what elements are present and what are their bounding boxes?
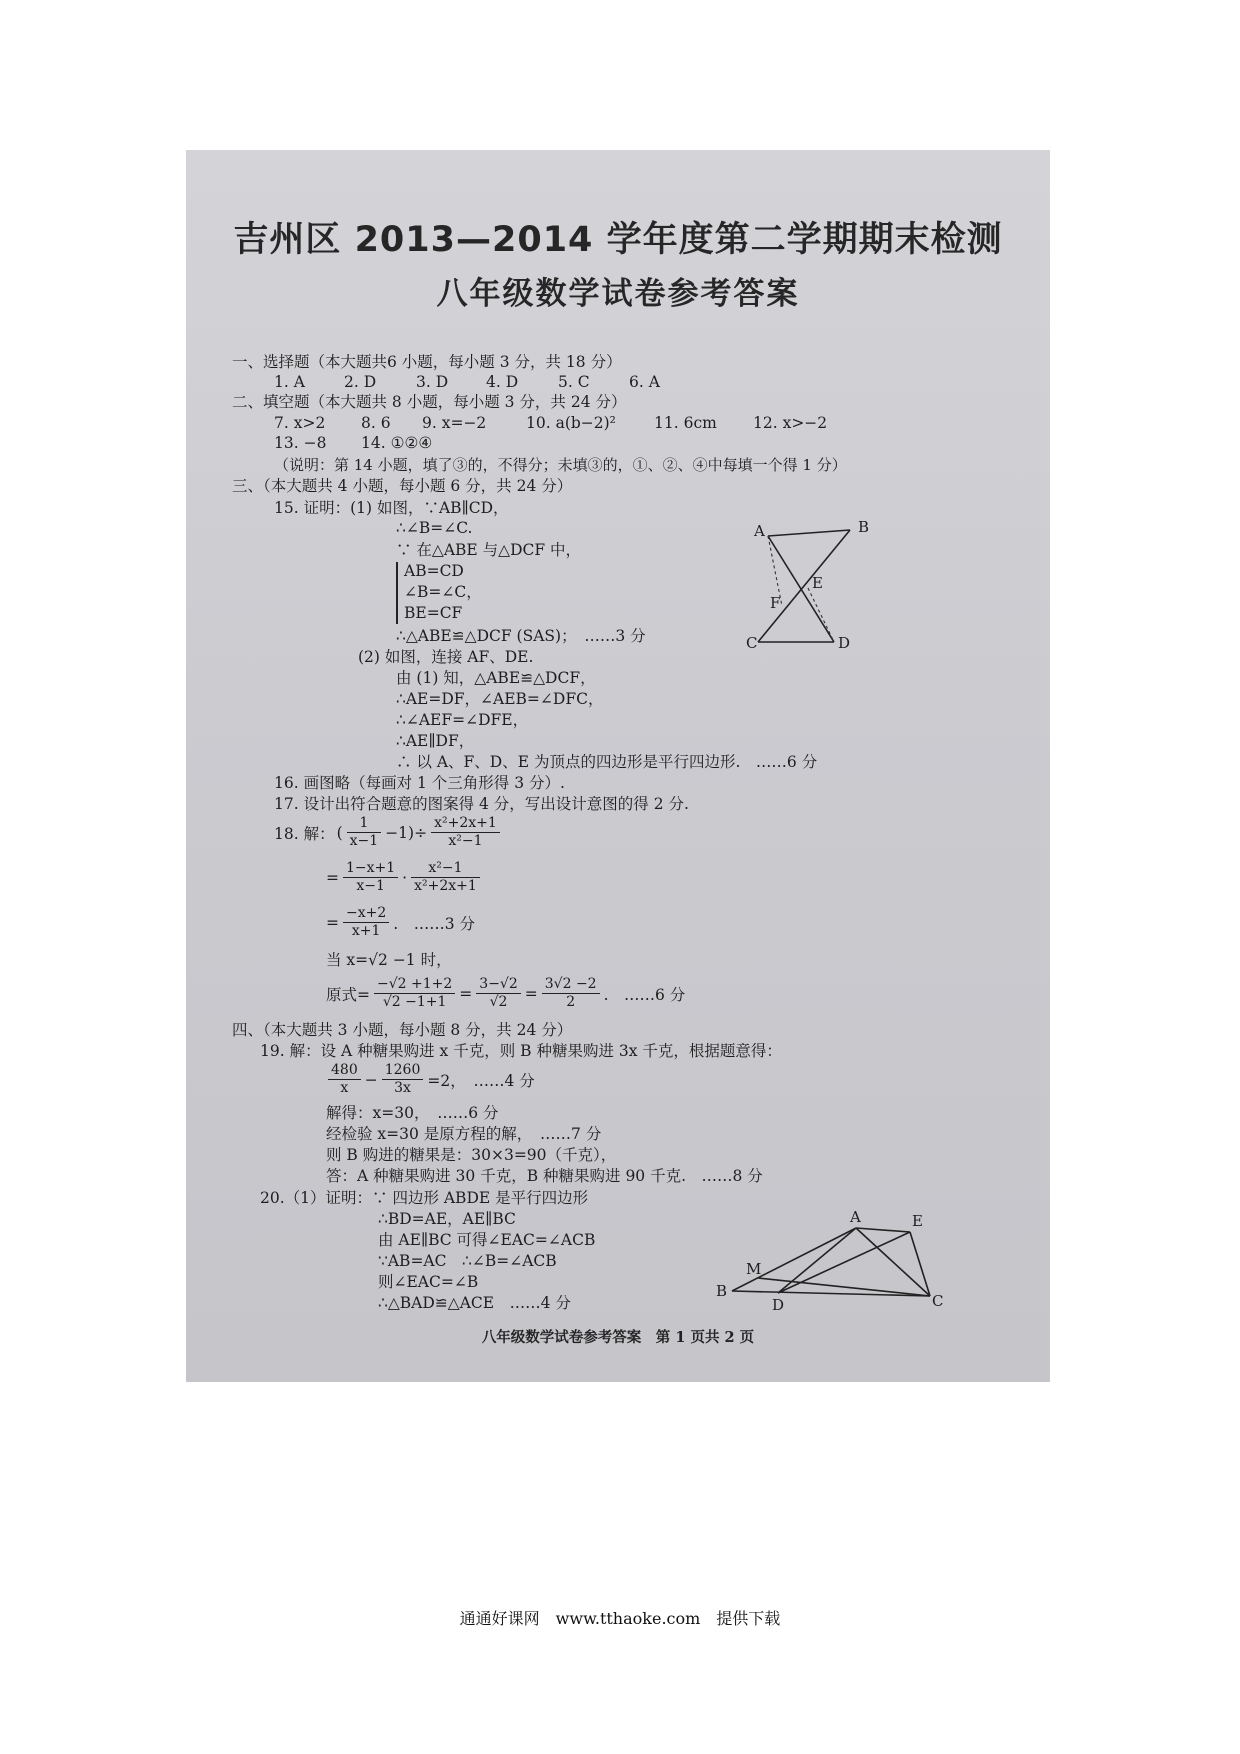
point-label-c: C bbox=[932, 1292, 944, 1310]
answer-3: 3. D bbox=[416, 373, 449, 391]
q19-f1-den: x bbox=[340, 1080, 349, 1096]
q18-open-paren: ( bbox=[336, 823, 343, 842]
answer-2: 2. D bbox=[344, 373, 377, 391]
point-label-d: D bbox=[772, 1296, 785, 1314]
q15-line-12: ∴AE∥DF， bbox=[396, 732, 475, 750]
part3-heading: 三、（本大题共 4 小题，每小题 6 分，共 24 分） bbox=[232, 477, 573, 495]
q18-f2-den: x²−1 bbox=[448, 833, 483, 849]
q18-step1 bbox=[274, 815, 502, 850]
segment-de bbox=[778, 1232, 910, 1293]
answer-1: 1. A bbox=[274, 373, 305, 391]
q19-line-1: 19. 解：设 A 种糖果购进 x 千克，则 B 种糖果购进 3x 千克，根据题意得： bbox=[260, 1042, 782, 1060]
q20-figure bbox=[710, 1208, 944, 1318]
part1-heading: 一、选择题（本大题共6 小题，每小题 3 分，共 18 分） bbox=[232, 353, 622, 371]
q15-line-6: BE=CF bbox=[404, 604, 463, 622]
part2-heading: 二、填空题（本大题共 8 小题，每小题 3 分，共 24 分） bbox=[232, 393, 627, 411]
q19-fraction-1 bbox=[328, 1062, 361, 1097]
q18-fraction-1 bbox=[347, 815, 382, 850]
q19-line-4: 则 B 购进的糖果是：30×3=90（千克）， bbox=[326, 1146, 617, 1164]
answer-7: 7. x>2 bbox=[274, 414, 326, 432]
q18-fraction-2 bbox=[431, 815, 500, 850]
q19-minus: − bbox=[364, 1070, 378, 1089]
q18-f1-num: 1 bbox=[347, 815, 382, 833]
q15-line-9: 由 (1) 知，△ABE≌△DCF， bbox=[396, 669, 596, 687]
q19-f2-num: 1260 bbox=[382, 1062, 424, 1080]
q20-line-2: ∴BD=AE，AE∥BC bbox=[378, 1210, 516, 1228]
q18-s4-f2-num: 3−√2 bbox=[476, 976, 520, 994]
answer-sheet-page-footer: 八年级数学试卷参考答案 第 1 页共 2 页 bbox=[481, 1329, 755, 1346]
q18-s2-f2-den: x²+2x+1 bbox=[414, 878, 477, 894]
part2-note: （说明：第 14 小题，填了③的，不得分；未填③的，①、②、④中每填一个得 1 分） bbox=[274, 456, 847, 474]
q19-line-5: 答：A 种糖果购进 30 千克，B 种糖果购进 90 千克. ……8 分 bbox=[326, 1167, 763, 1185]
q15-line-8: (2) 如图，连接 AF、DE. bbox=[358, 648, 534, 666]
q19-line-3: 经检验 x=30 是原方程的解， ……7 分 bbox=[326, 1125, 602, 1143]
segment-ae bbox=[856, 1228, 910, 1232]
q19-fraction-2 bbox=[382, 1062, 424, 1097]
segment-ab bbox=[768, 530, 850, 536]
q18-s3-den: x+1 bbox=[351, 923, 381, 939]
q18-step2-fraction-1 bbox=[343, 860, 398, 895]
q15-line-4: AB=CD bbox=[404, 562, 464, 580]
q18-s2-f1-den: x−1 bbox=[356, 878, 385, 894]
answer-9: 9. x=−2 bbox=[422, 414, 487, 432]
q18-step3-fraction bbox=[343, 905, 389, 940]
q18-s4-eq1: = bbox=[459, 984, 473, 1003]
q18-eq-3: = bbox=[326, 913, 339, 932]
part4-heading: 四、（本大题共 3 小题，每小题 8 分，共 24 分） bbox=[232, 1021, 573, 1039]
q18-s3-num: −x+2 bbox=[343, 905, 389, 923]
segment-ad bbox=[778, 1228, 856, 1293]
q18-s4-f1-num: −√2 +1+2 bbox=[374, 976, 455, 994]
point-label-a: A bbox=[754, 522, 765, 540]
q18-step4 bbox=[326, 976, 685, 1011]
q15-line-5: ∠B=∠C， bbox=[404, 583, 482, 601]
q20-line-5: 则∠EAC=∠B bbox=[378, 1273, 479, 1291]
point-label-a: A bbox=[850, 1208, 861, 1226]
point-label-b: B bbox=[858, 518, 870, 536]
q20-line-3: 由 AE∥BC 可得∠EAC=∠ACB bbox=[378, 1231, 596, 1249]
q15-line-10: ∴AE=DF，∠AEB=∠DFC， bbox=[396, 690, 604, 708]
q18-f2-num: x²+2x+1 bbox=[431, 815, 500, 833]
q18-s4-f3-den: 2 bbox=[566, 994, 576, 1010]
exam-subtitle: 八年级数学试卷参考答案 bbox=[436, 276, 800, 312]
q15-line-1: 15. 证明：(1) 如图，∵AB∥CD， bbox=[274, 499, 509, 517]
q19-f2-den: 3x bbox=[394, 1080, 411, 1096]
q18-mid: −1)÷ bbox=[385, 823, 428, 842]
point-label-c: C bbox=[746, 634, 758, 652]
q18-step4-fraction-1 bbox=[374, 976, 455, 1011]
q18-step3-score: . ……3 分 bbox=[393, 914, 475, 933]
point-label-b: B bbox=[716, 1282, 728, 1300]
answer-8: 8. 6 bbox=[361, 414, 391, 432]
point-label-d: D bbox=[838, 634, 851, 652]
q18-step4-score: . ……6 分 bbox=[603, 985, 686, 1004]
download-source-footer: 通通好课网 www.tthaoke.com 提供下载 bbox=[459, 1609, 781, 1628]
q18-s4-f1-den: √2 −1+1 bbox=[382, 994, 447, 1010]
q18-s4-eq2: = bbox=[524, 984, 538, 1003]
q18-label: 18. 解： bbox=[274, 824, 335, 843]
answer-4: 4. D bbox=[486, 373, 519, 391]
q18-step3 bbox=[326, 905, 475, 940]
answer-10: 10. a(b−2)² bbox=[526, 414, 616, 432]
answer-6: 6. A bbox=[629, 373, 660, 391]
exam-title: 吉州区 2013—2014 学年度第二学期期末检测 bbox=[233, 220, 1003, 260]
q18-s4-f3-num: 3√2 −2 bbox=[542, 976, 600, 994]
q18-step2 bbox=[326, 860, 482, 895]
point-label-m: M bbox=[746, 1260, 762, 1278]
answer-13: 13. −8 bbox=[274, 434, 327, 452]
q20-line-6: ∴△BAD≌△ACE ……4 分 bbox=[378, 1294, 571, 1312]
scanned-answer-sheet bbox=[186, 150, 1050, 1382]
point-label-e: E bbox=[812, 574, 823, 592]
q15-line-2: ∴∠B=∠C. bbox=[396, 519, 473, 537]
q18-lead: 原式= bbox=[326, 985, 370, 1004]
q18-step2-fraction-2 bbox=[411, 860, 480, 895]
q19-rest: =2， ……4 分 bbox=[427, 1071, 535, 1090]
q20-line-4: ∵AB=AC ∴∠B=∠ACB bbox=[378, 1252, 557, 1270]
q15-line-11: ∴∠AEF=∠DFE， bbox=[396, 711, 529, 729]
q17-line: 17. 设计出符合题意的图案得 4 分，写出设计意图的得 2 分. bbox=[274, 795, 689, 813]
q15-figure bbox=[746, 518, 886, 662]
point-label-e: E bbox=[912, 1212, 923, 1230]
segment-bc bbox=[758, 530, 850, 642]
q18-when: 当 x=√2 −1 时， bbox=[326, 951, 452, 969]
q18-s2-f2-num: x²−1 bbox=[411, 860, 480, 878]
q16-line: 16. 画图略（每画对 1 个三角形得 3 分）. bbox=[274, 774, 565, 792]
q18-eq-2: = bbox=[326, 868, 339, 887]
q19-line-2: 解得：x=30， ……6 分 bbox=[326, 1104, 499, 1122]
q19-equation bbox=[326, 1062, 535, 1097]
q18-step4-fraction-2 bbox=[476, 976, 520, 1011]
segment-ed bbox=[808, 588, 834, 642]
point-label-f: F bbox=[770, 594, 781, 612]
answer-14: 14. ①②④ bbox=[361, 434, 433, 452]
q18-step4-fraction-3 bbox=[542, 976, 600, 1011]
q19-f1-num: 480 bbox=[328, 1062, 361, 1080]
q15-line-3: ∵ 在△ABE 与△DCF 中， bbox=[396, 541, 582, 559]
q15-line-13: ∴ 以 A、F、D、E 为顶点的四边形是平行四边形. ……6 分 bbox=[396, 753, 818, 771]
system-brace bbox=[396, 562, 398, 624]
q20-line-1: 20.（1）证明：∵ 四边形 ABDE 是平行四边形 bbox=[260, 1189, 589, 1207]
q18-f1-den: x−1 bbox=[349, 833, 379, 849]
answer-12: 12. x>−2 bbox=[753, 414, 828, 432]
q18-s4-f2-den: √2 bbox=[489, 994, 508, 1010]
q15-line-7: ∴△ABE≌△DCF (SAS)； ……3 分 bbox=[396, 627, 646, 645]
answer-11: 11. 6cm bbox=[654, 414, 717, 432]
q18-s2-f1-num: 1−x+1 bbox=[343, 860, 398, 878]
q18-dot: · bbox=[402, 868, 408, 887]
answer-5: 5. C bbox=[558, 373, 590, 391]
